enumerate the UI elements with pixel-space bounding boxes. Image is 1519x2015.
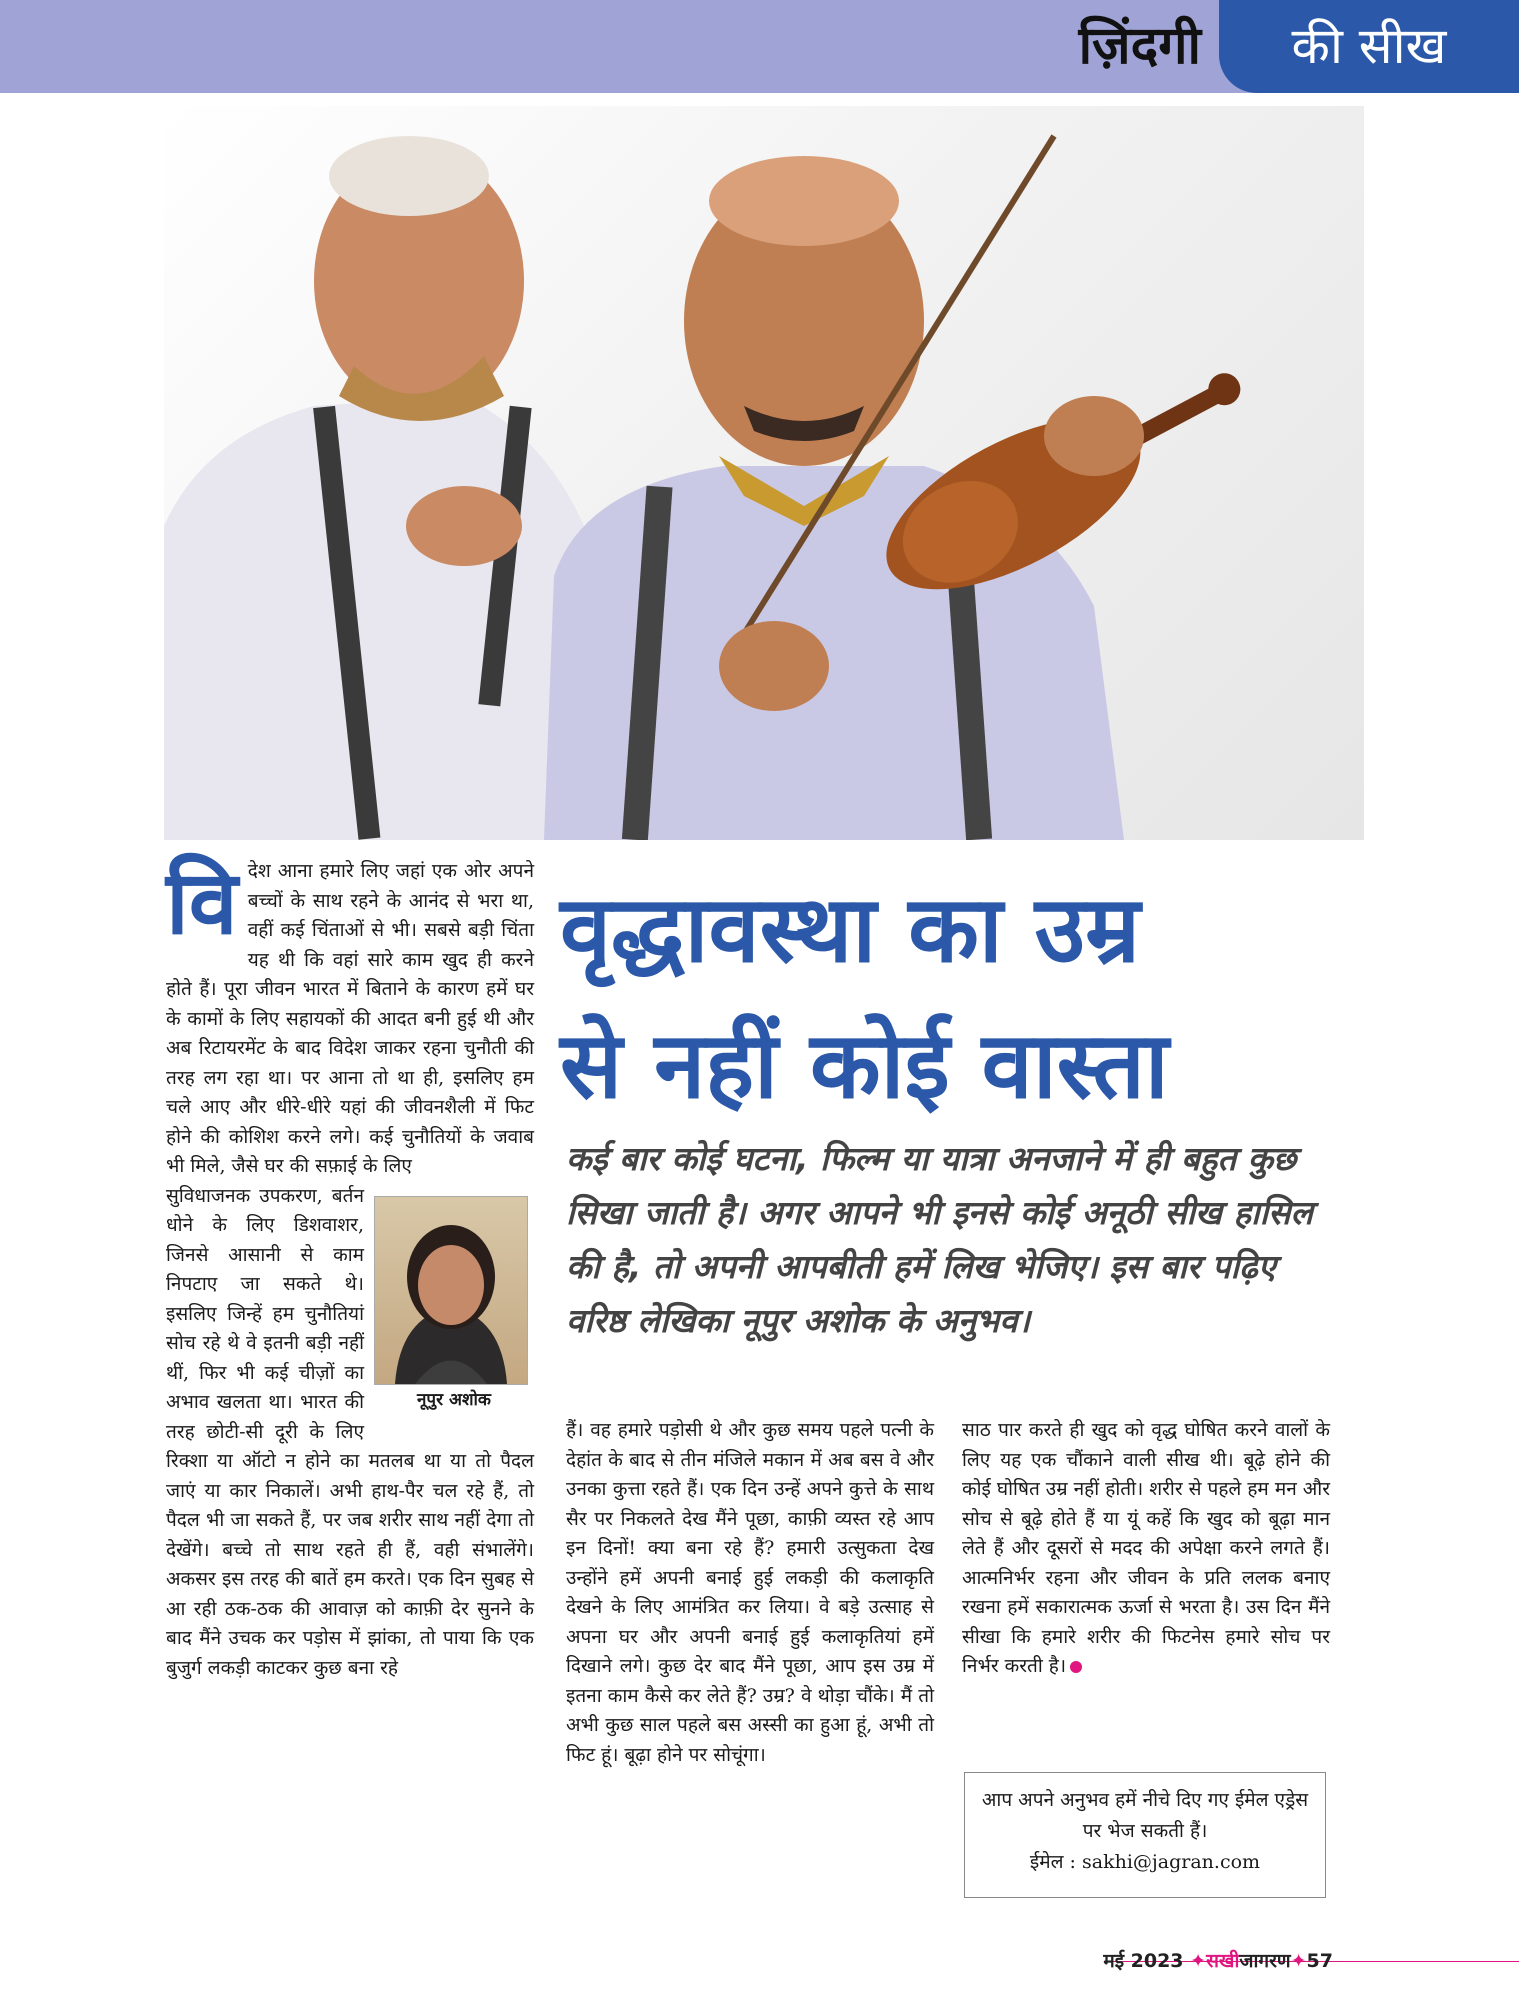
contact-email-row bbox=[965, 1847, 1325, 1878]
author-photo bbox=[374, 1196, 528, 1385]
paragraph-1: देश आना हमारे लिए जहां एक ओर अपने बच्चों के साथ रहने के आनंद से भरा था, वहीं कई चिंताओं से भी। सबसे बड़ी चिंता यह थी कि वहां सारे काम खुद ही करने होते हैं। पूरा जीवन भारत में बिताने के कारण हमें घर के कामों के लिए सहायकों की आदत बनी हुई थी और अब रिटायरमेंट के बाद विदेश जाकर रहना चुनौती की तरह लग रहा था। पर आना तो था ही, इसलिए हम चले आए और धीरे-धीरे यहां की जीवनशैली में फिट होने की कोशिश करने लगे। कई चुनौतियों के जवाब भी मिले, जैसे घर की सफ़ाई के लिए bbox=[166, 860, 534, 1177]
hero-photo bbox=[164, 106, 1364, 840]
author-caption: नूपुर अशोक bbox=[417, 1389, 491, 1410]
page-number: 57 bbox=[1306, 1950, 1333, 1972]
paragraph-2: सुविधाजनक उपकरण, बर्तन धोने के लिए डिशवाशर, जिनसे आसानी से काम निपटाए जा सकते थे। इसलिए जिन्हें हम चुनौतियां सोच रहे थे वे इतनी बड़ी नहीं थीं, फिर भी कई चीज़ों का अभाव खलता था। भारत की तरह छोटी-सी दूरी के लिए रिक्शा या ऑटो न होने का मतलब था या तो पैदल जाएं या कार निकालें। अभी हाथ-पैर चल रहे हैं, तो पैदल भी जा सकते हैं, पर जब शरीर साथ नहीं देगा तो देखेंगे। बच्चे तो साथ रहते ही हैं, वही संभालेंगे। अकसर इस तरह की बातें हम करते। एक दिन सुबह से आ रही ठक-ठक की आवाज़ को काफ़ी देर सुनने के बाद मैंने उचक कर पड़ोस में झांका, तो पाया कि एक बुजुर्ग लकड़ी काटकर कुछ बना रहे bbox=[166, 1184, 534, 1679]
section-tab: की सीख bbox=[1219, 0, 1519, 93]
headline-line-1: वृद्धावस्था का उम्र bbox=[560, 876, 1141, 983]
contact-box bbox=[964, 1772, 1326, 1898]
contact-line-1: आप अपने अनुभव हमें नीचे दिए गए ईमेल एड्रेस bbox=[981, 1789, 1309, 1811]
article-column-1 bbox=[166, 851, 534, 1683]
article-column-2 bbox=[566, 1416, 934, 1770]
email-label: ईमेल : bbox=[1029, 1851, 1082, 1873]
section-title: ज़िंदगी bbox=[1078, 16, 1201, 76]
magazine-brand: सखी bbox=[1206, 1950, 1240, 1972]
headline bbox=[560, 862, 1360, 1134]
author-portrait bbox=[375, 1197, 527, 1384]
headline-line-2: से नहीं कोई वास्ता bbox=[560, 1012, 1169, 1119]
email-address[interactable]: sakhi@jagran.com bbox=[1081, 1851, 1261, 1873]
page-folio bbox=[1103, 1947, 1333, 1973]
end-mark-icon bbox=[1070, 1661, 1082, 1673]
paragraph-3: हैं। वह हमारे पड़ोसी थे और कुछ समय पहले पत्नी के देहांत के बाद से तीन मंजिले मकान में अब बस वे और उनका कुत्ता रहते हैं। एक दिन उन्हें अपने कुत्ते के साथ सैर पर निकलते देख मैंने पूछा, काफ़ी व्यस्त रहे आप इन दिनों! क्या बना रहे हैं? हमारी उत्सुकता देख उन्होंने हमें अपनी बनाई हुई लकड़ी की कलाकृति देखने के लिए आमंत्रित कर लिया। वे बड़े उत्साह से अपना घर और अपनी बनाई हुई कलाकृतियां हमें दिखाने लगे। कुछ देर बाद मैंने पूछा, आप इस उम्र में इतना काम कैसे कर लेते हैं? उम्र? वे थोड़ा चौंके। मैं तो अभी कुछ साल पहले बस अस्सी का हुआ हूं, अभी तो फिट हूं। बूढ़ा होने पर सोचूंगा। bbox=[566, 1419, 934, 1766]
star-icon-2: ✦ bbox=[1290, 1950, 1307, 1972]
deck-intro: कई बार कोई घटना, फिल्म या यात्रा अनजाने में ही बहुत कुछ सिखा जाती है। अगर आपने भी इनसे कोई अनूठी सीख हासिल की है, तो अपनी आपबीती हमें लिख भेजिए। इस बार पढ़िए वरिष्ठ लेखिका नूपुर अशोक के अनुभव। bbox=[566, 1139, 1313, 1340]
contact-line-2: पर भेज सकती हैं। bbox=[1082, 1820, 1208, 1842]
issue-month: मई 2023 bbox=[1103, 1950, 1184, 1972]
star-icon: ✦ bbox=[1190, 1950, 1207, 1972]
magazine-brand-2: जागरण bbox=[1239, 1950, 1291, 1972]
author-photo-block bbox=[374, 1196, 534, 1415]
hero-illustration bbox=[164, 106, 1364, 840]
paragraph-4: साठ पार करते ही खुद को वृद्ध घोषित करने वालों के लिए यह एक चौंकाने वाली सीख थी। बूढ़े होने की कोई घोषित उम्र नहीं होती। शरीर से पहले हम मन और सोच से बूढ़े होते हैं या यूं कहें कि खुद को बूढ़ा मान लेते हैं और दूसरों से मदद की अपेक्षा करने लगते हैं। आत्मनिर्भर रहना और जीवन के प्रति ललक बनाए रखना हमें सकारात्मक ऊर्जा से भरता है। उस दिन मैंने सीखा कि हमारे शरीर की फिटनेस हमारे सोच पर निर्भर करती है। bbox=[962, 1419, 1330, 1677]
article-column-3 bbox=[962, 1416, 1330, 1682]
drop-cap: वि bbox=[166, 851, 238, 954]
